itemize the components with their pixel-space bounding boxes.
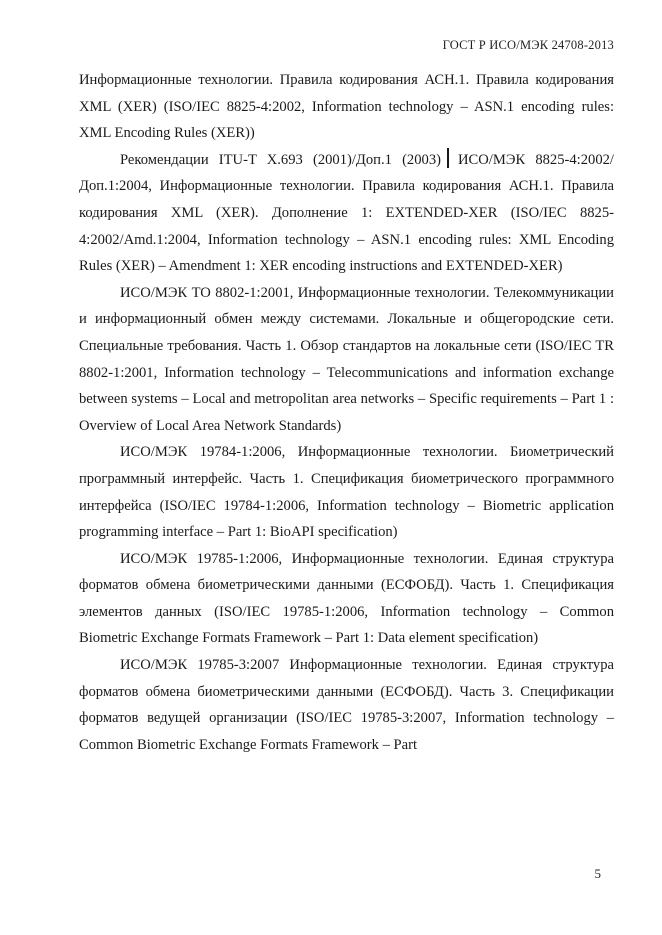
reference-paragraph: ИСО/МЭК 19784-1:2006, Информационные технологии. Биометрический программный интерфейс. Часть 1. Спецификация биометрического программного интерфейса (ISO/IEC 19784-1:2006, Information technology – Biometric application programming interface – Part 1: BioAPI specification) xyxy=(79,444,614,541)
reference-paragraph: ИСО/МЭК 19785-1:2006, Информационные технологии. Единая структура форматов обмена биометрическими данными (ЕСФОБД). Часть 1. Спецификация элементов данных (ISO/IEC 19785-1:2006, Information technology – Common Biometric Exchange Formats Framework – Part 1: Data element specification) xyxy=(79,550,614,647)
reference-list xyxy=(79,67,614,758)
reference-paragraph xyxy=(79,147,614,280)
page-number: 5 xyxy=(594,866,601,881)
reference-text-before-bar: Рекомендации ITU-T X.693 (2001)/Доп.1 (2003) xyxy=(120,151,441,168)
reference-paragraph: ИСО/МЭК 19785-3:2007 Информационные технологии. Единая структура форматов обмена биометрическими данными (ЕСФОБД). Часть 3. Спецификации форматов ведущей организации (ISO/IEC 19785-3:2007, Information technology – Common Biometric Exchange Formats Framework – Part xyxy=(79,657,614,753)
document-code-header: ГОСТ Р ИСО/МЭК 24708-2013 xyxy=(442,38,614,52)
vertical-bar-separator xyxy=(447,148,449,168)
reference-text-after-bar: ИСО/МЭК 8825-4:2002/Доп.1:2004, Информационные технологии. Правила кодирования АСН.1. Правила кодирования XML (XER). Дополнение 1: EXTENDED-XER (ISO/IEC 8825-4:2002/Amd.1:2004, Information technology – ASN.1 encoding rules: XML Encoding Rules (XER) – Amendment 1: XER encoding instructions and EXTENDED-XER) xyxy=(79,151,614,275)
reference-paragraph: ИСО/МЭК ТО 8802-1:2001, Информационные технологии. Телекоммуникации и информационный обмен между системами. Локальные и общегородские сети. Специальные требования. Часть 1. Обзор стандартов на локальные сети (ISO/IEC TR 8802-1:2001, Information technology – Telecommunications and information exchange between systems – Local and metropolitan area networks – Specific requirements – Part 1 : Overview of Local Area Network Standards) xyxy=(79,284,614,434)
reference-paragraph: Информационные технологии. Правила кодирования АСН.1. Правила кодирования XML (XER) (ISO/IEC 8825-4:2002, Information technology – ASN.1 encoding rules: XML Encoding Rules (XER)) xyxy=(79,72,614,142)
